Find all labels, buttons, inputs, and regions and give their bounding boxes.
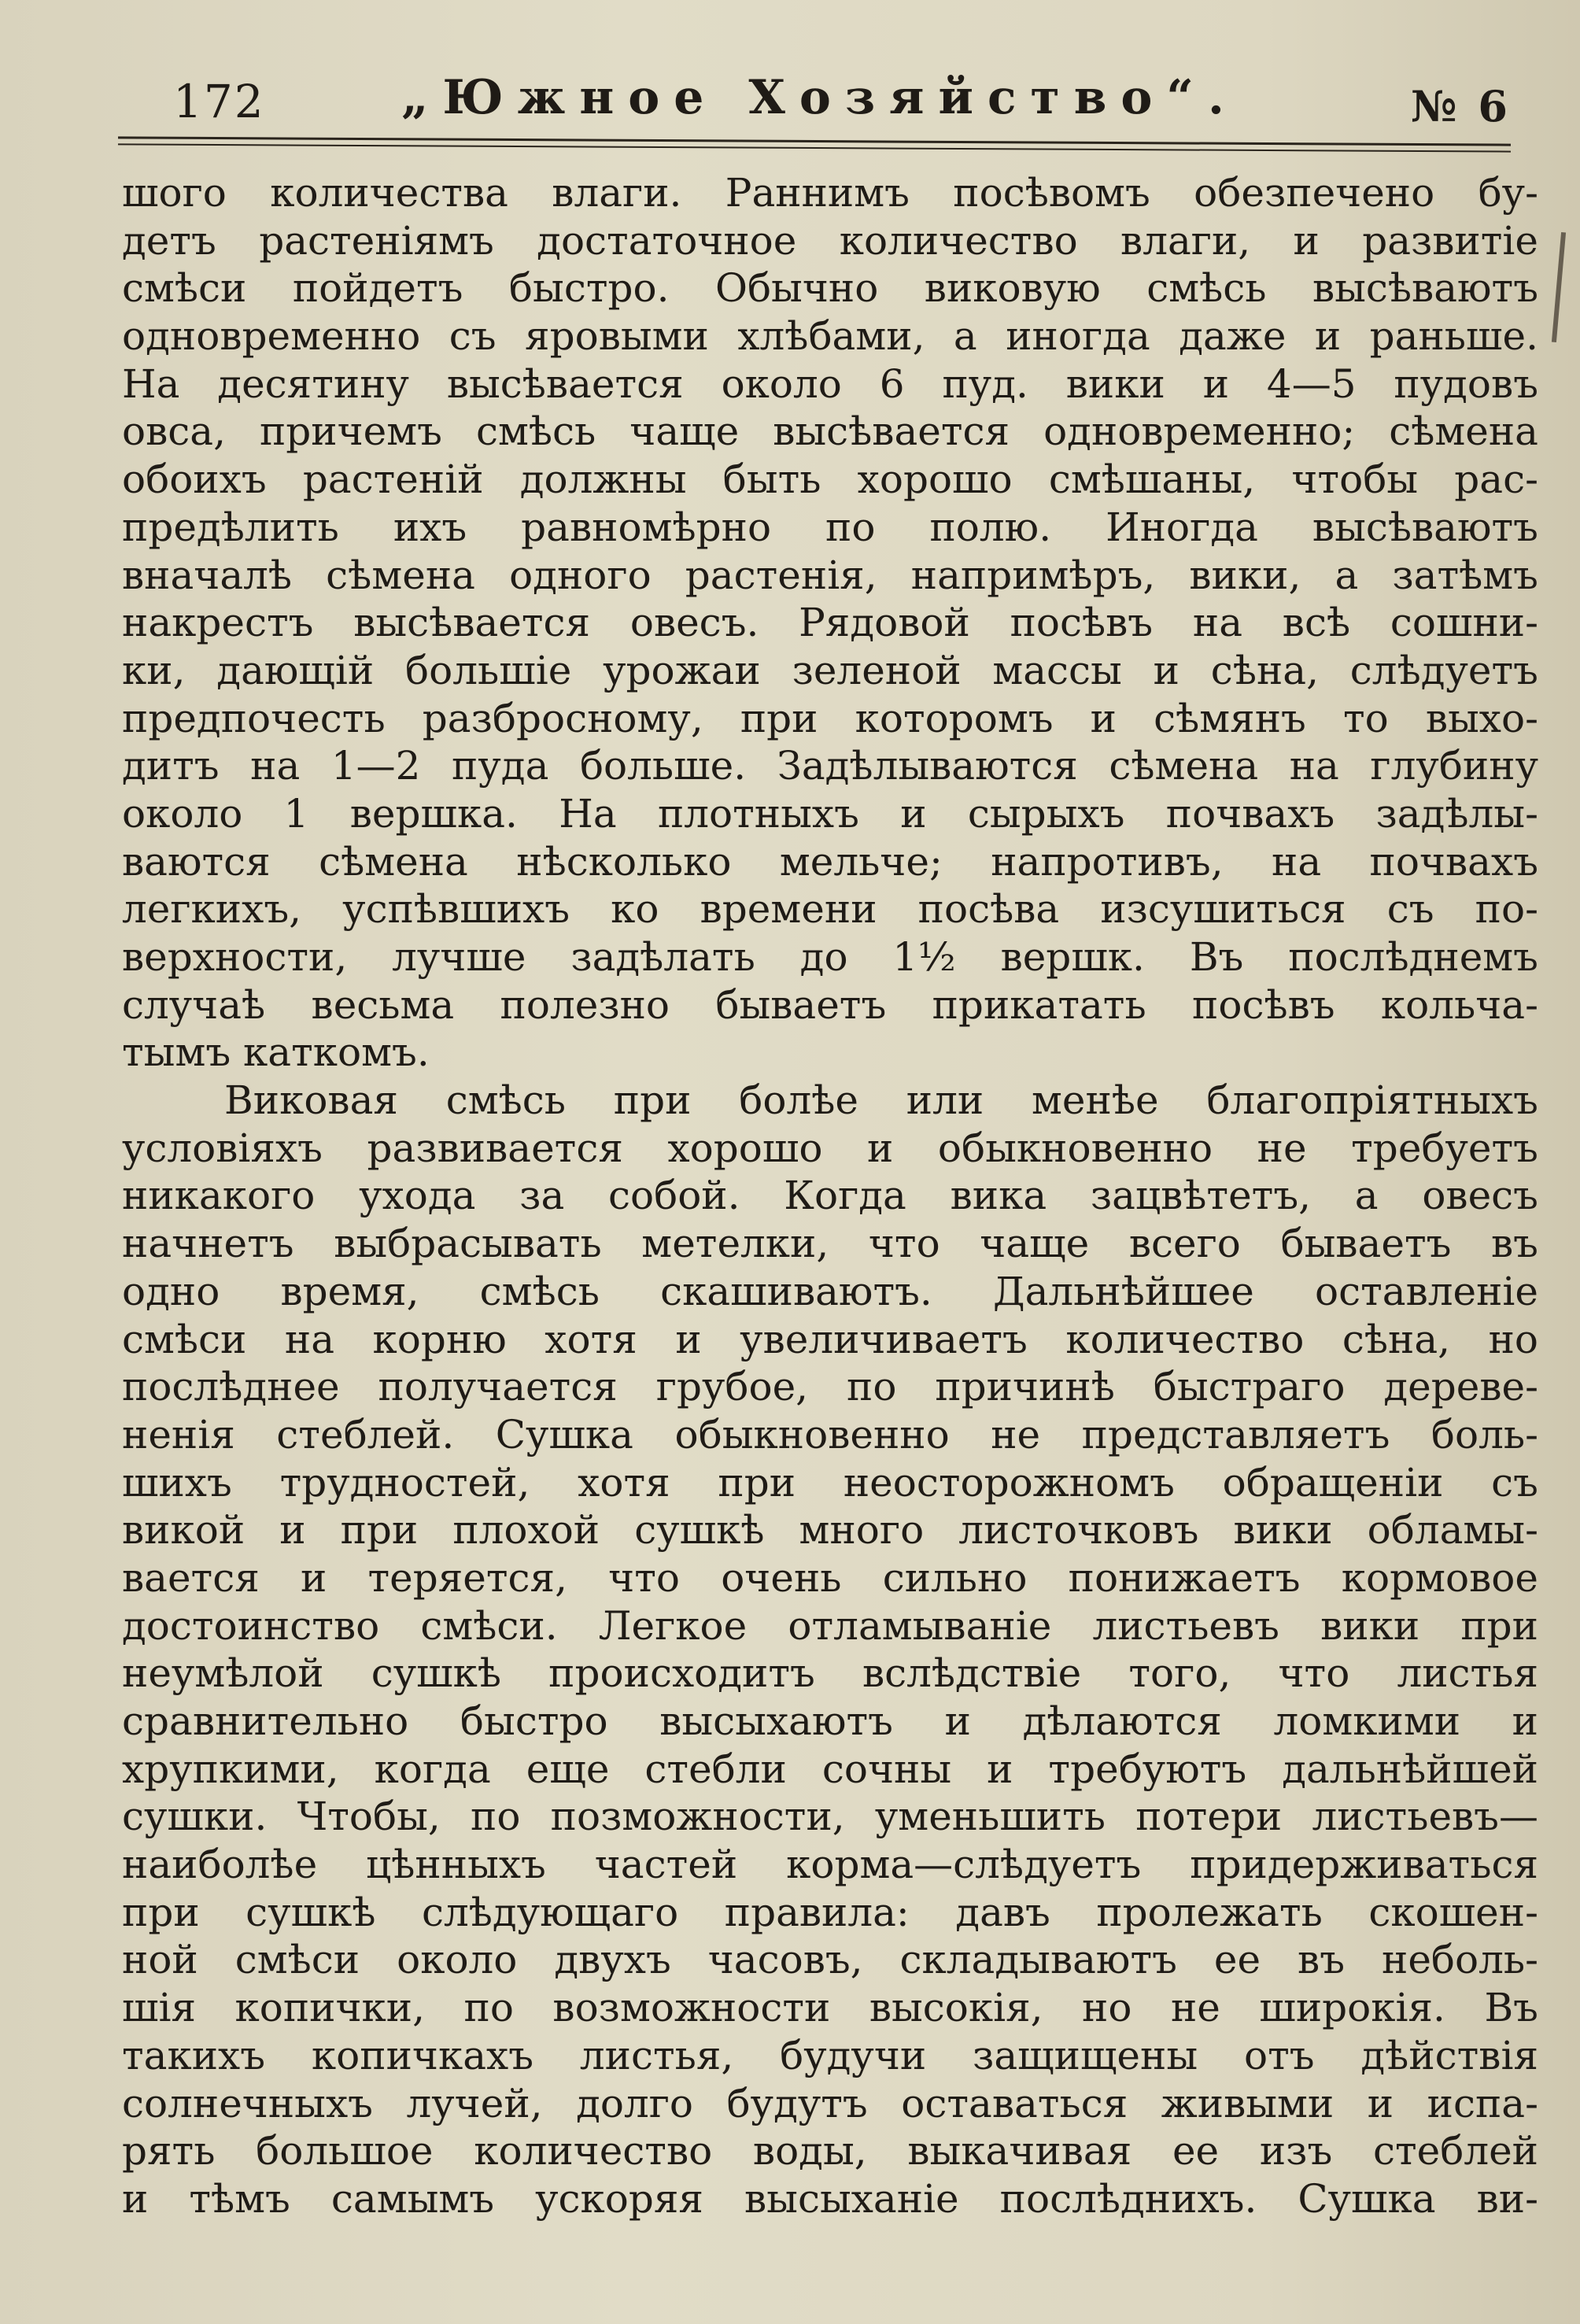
text-line: одно время, смѣсь скашиваютъ. Дальнѣйшее оставленіе (122, 1268, 1538, 1314)
text-line: сравнительно быстро высыхаютъ и дѣлаются ломкими и (122, 1698, 1538, 1744)
issue-number: № 6 (1410, 81, 1511, 131)
text-line: ваются сѣмена нѣсколько мельче; напротивъ, на почвахъ (122, 838, 1538, 885)
text-line: ненія стеблей. Сушка обыкновенно не представляетъ боль- (122, 1411, 1538, 1458)
text-line: условіяхъ развивается хорошо и обыкновенно не требуетъ (122, 1125, 1538, 1171)
text-line: хрупкими, когда еще стебли сочны и требуютъ дальнѣйшей (122, 1746, 1538, 1792)
text-line: вначалѣ сѣмена одного растенія, напримѣръ, вики, а затѣмъ (122, 552, 1538, 598)
margin-mark (1552, 232, 1566, 342)
article-body (122, 169, 1538, 2223)
text-line: одновременно съ яровыми хлѣбами, а иногда даже и раньше. (122, 313, 1538, 360)
text-line: при сушкѣ слѣдующаго правила: давъ пролежать скошен- (122, 1889, 1538, 1935)
text-line: ной смѣси около двухъ часовъ, складываютъ ее въ неболь- (122, 1937, 1538, 1983)
text-line: ки, дающій большіе урожаи зеленой массы и сѣна, слѣдуетъ (122, 647, 1538, 693)
text-line: вается и теряется, что очень сильно понижаетъ кормовое (122, 1554, 1538, 1601)
text-line: такихъ копичкахъ листья, будучи защищены отъ дѣйствія (122, 2032, 1538, 2078)
paragraph-end-line: тымъ каткомъ. (122, 1029, 430, 1076)
text-line: сушки. Чтобы, по позможности, уменьшить потери листьевъ— (122, 1794, 1538, 1840)
text-line: достоинство смѣси. Легкое отламываніе листьевъ вики при (122, 1602, 1538, 1649)
text-line: никакого ухода за собой. Когда вика зацвѣтетъ, а овесъ (122, 1173, 1538, 1219)
text-line: шихъ трудностей, хотя при неосторожномъ обращеніи съ (122, 1459, 1538, 1506)
paragraph-start-line: Виковая смѣсь при болѣе или менѣе благопріятныхъ (224, 1077, 1538, 1124)
text-line: предпочесть разбросному, при которомъ и сѣмянъ то выхо- (122, 695, 1538, 741)
text-line: и тѣмъ самымъ ускоряя высыханіе послѣднихъ. Сушка ви- (122, 2175, 1538, 2222)
page-number: 172 (173, 75, 265, 128)
text-line: шого количества влаги. Раннимъ посѣвомъ обезпечено бу- (122, 170, 1538, 216)
text-line: обоихъ растеній должны быть хорошо смѣшаны, чтобы рас- (122, 456, 1538, 503)
text-line: шія копички, по возможности высокія, но не широкія. Въ (122, 1985, 1538, 2031)
text-line: смѣси на корню хотя и увеличиваетъ количество сѣна, но (122, 1316, 1538, 1362)
text-line: верхности, лучше задѣлать до 1½ вершк. Въ послѣднемъ (122, 934, 1538, 980)
running-header (118, 70, 1511, 146)
text-line: предѣлить ихъ равномѣрно по полю. Иногда высѣваютъ (122, 504, 1538, 550)
text-line: На десятину высѣвается около 6 пуд. вики и 4—5 пудовъ (122, 360, 1538, 407)
text-line: рять большое количество воды, выкачивая ее изъ стеблей (122, 2128, 1538, 2174)
text-line: случаѣ весьма полезно бываетъ прикатать посѣвъ кольча- (122, 981, 1538, 1028)
text-line: наиболѣе цѣнныхъ частей корма—слѣдуетъ придерживаться (122, 1842, 1538, 1888)
text-line: послѣднее получается грубое, по причинѣ быстраго дереве- (122, 1364, 1538, 1410)
text-line: неумѣлой сушкѣ происходитъ вслѣдствіе того, что листья (122, 1650, 1538, 1697)
text-line: смѣси пойдетъ быстро. Обычно виковую смѣсь высѣваютъ (122, 265, 1538, 312)
text-line: легкихъ, успѣвшихъ ко времени посѣва изсушиться съ по- (122, 886, 1538, 933)
text-line: овса, причемъ смѣсь чаще высѣвается одновременно; сѣмена (122, 408, 1538, 455)
text-line: около 1 вершка. На плотныхъ и сырыхъ почвахъ задѣлы- (122, 790, 1538, 837)
text-line: викой и при плохой сушкѣ много листочковъ вики обламы- (122, 1507, 1538, 1554)
text-line: начнетъ выбрасывать метелки, что чаще всего бываетъ въ (122, 1221, 1538, 1267)
text-line: детъ растеніямъ достаточное количество влаги, и развитіе (122, 217, 1538, 264)
journal-title: „Южное Хозяйство“. (401, 70, 1239, 125)
text-line: солнечныхъ лучей, долго будутъ оставаться живыми и испа- (122, 2080, 1538, 2126)
text-line: накрестъ высѣвается овесъ. Рядовой посѣвъ на всѣ сошни- (122, 600, 1538, 646)
text-line: дитъ на 1—2 пуда больше. Задѣлываются сѣмена на глубину (122, 743, 1538, 789)
